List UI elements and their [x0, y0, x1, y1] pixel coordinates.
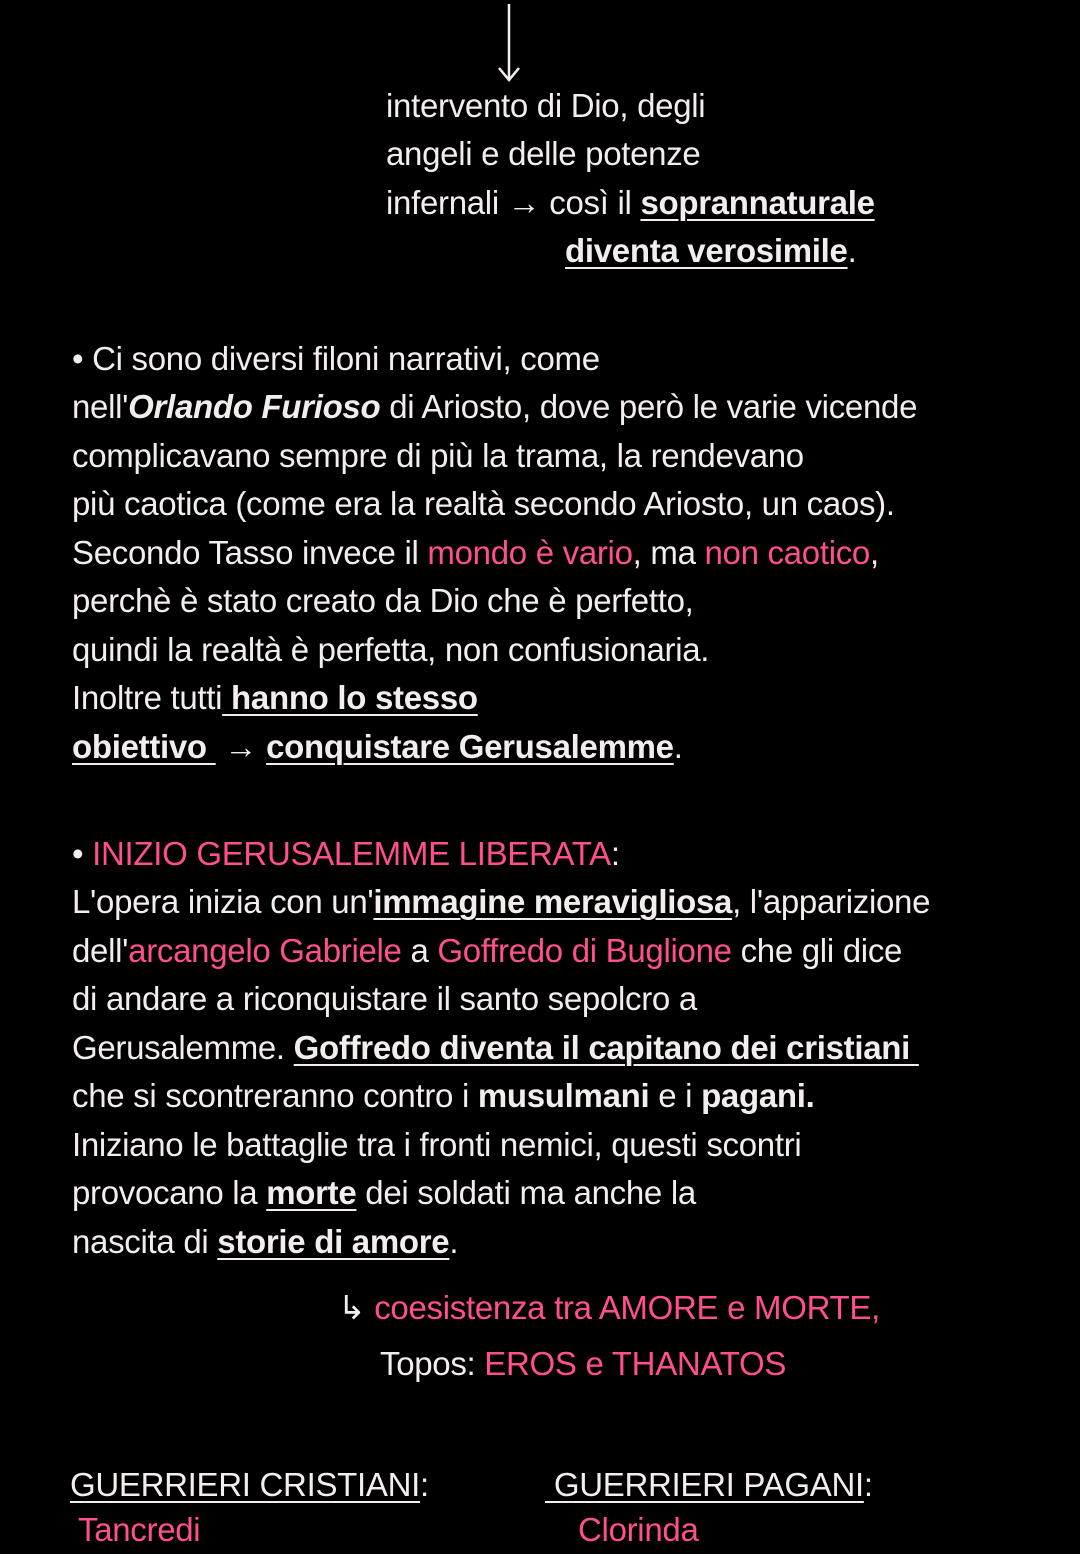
text-segment: nascita di	[72, 1223, 218, 1260]
text-segment: .	[673, 728, 683, 765]
underlined-bold-text: morte	[266, 1174, 357, 1211]
text-line	[338, 1284, 880, 1332]
highlighted-text: Clorinda	[578, 1511, 699, 1548]
text-line	[72, 723, 683, 771]
text-line	[72, 1072, 815, 1120]
text-line	[70, 1461, 429, 1509]
text-line	[72, 927, 902, 975]
text-segment: :	[420, 1466, 429, 1503]
text-segment: quindi la realtà è perfetta, non confusionaria.	[72, 631, 710, 668]
text-line	[72, 529, 879, 577]
text-segment: .	[847, 232, 857, 269]
text-line	[72, 1218, 458, 1266]
text-segment: •	[72, 835, 93, 872]
text-segment: intervento di Dio, degli	[386, 87, 706, 124]
text-segment: Secondo Tasso invece il	[72, 534, 428, 571]
text-line	[545, 1461, 873, 1509]
text-segment: che si scontreranno contro i	[72, 1077, 478, 1114]
section-heading: GUERRIERI PAGANI	[545, 1466, 864, 1503]
section-heading: GUERRIERI CRISTIANI	[70, 1466, 421, 1503]
text-line	[78, 1506, 200, 1554]
highlighted-text: coesistenza tra AMORE e MORTE,	[374, 1289, 880, 1326]
text-line	[72, 480, 895, 528]
text-segment: L'opera inizia con un'	[72, 883, 374, 920]
text-line	[386, 82, 705, 130]
text-segment: Inoltre tutti	[72, 679, 223, 716]
text-line	[386, 130, 701, 178]
text-line	[578, 1506, 699, 1554]
text-line	[72, 335, 600, 383]
text-segment: • Ci sono diversi filoni narrativi, come	[72, 340, 600, 377]
bold-text: musulmani	[477, 1077, 650, 1114]
highlighted-text: EROS e THANATOS	[484, 1345, 787, 1382]
text-line	[72, 878, 930, 926]
text-line	[72, 432, 804, 480]
text-line	[386, 179, 875, 227]
text-segment: complicavano sempre di più la trama, la rendevano	[72, 437, 804, 474]
text-segment: :	[863, 1466, 873, 1503]
text-segment: ↳	[338, 1289, 375, 1326]
text-segment: perchè è stato creato da Dio che è perfetto,	[72, 582, 694, 619]
underlined-bold-text: Goffredo diventa il capitano dei cristiani	[293, 1029, 919, 1066]
text-segment: Iniziano le battaglie tra i fronti nemici, questi scontri	[72, 1126, 802, 1163]
highlighted-text: mondo è vario	[427, 534, 633, 571]
text-segment: infernali → così il	[386, 184, 641, 221]
highlighted-text: Goffredo di Buglione	[437, 932, 732, 969]
text-segment: di Ariosto, dove però le varie vicende	[380, 388, 918, 425]
text-segment: di andare a riconquistare il santo sepolcro a	[72, 980, 697, 1017]
text-line	[72, 626, 709, 674]
underlined-bold-text: hanno lo stesso	[222, 679, 478, 716]
text-line	[72, 383, 917, 431]
down-arrow-icon	[496, 2, 522, 84]
text-segment: che gli dice	[731, 932, 903, 969]
text-segment: .	[449, 1223, 459, 1260]
text-segment: dei soldati ma anche la	[356, 1174, 696, 1211]
text-line	[380, 1340, 786, 1388]
underlined-bold-text: storie di amore	[217, 1223, 450, 1260]
text-segment: e i	[649, 1077, 702, 1114]
text-segment: Gerusalemme.	[72, 1029, 294, 1066]
text-segment: angeli e delle potenze	[386, 135, 701, 172]
text-line	[565, 227, 856, 275]
underlined-bold-text: immagine meravigliosa	[373, 883, 733, 920]
text-line	[72, 1024, 919, 1072]
text-segment: dell'	[72, 932, 129, 969]
text-segment: , l'apparizione	[732, 883, 931, 920]
text-segment: ,	[870, 534, 879, 571]
underlined-bold-text: obiettivo	[72, 728, 216, 765]
text-line	[72, 975, 697, 1023]
highlighted-text: INIZIO GERUSALEMME LIBERATA	[92, 835, 611, 872]
text-segment: , ma	[632, 534, 705, 571]
text-segment: a	[401, 932, 438, 969]
highlighted-text: non caotico	[704, 534, 870, 571]
text-line	[72, 1169, 696, 1217]
text-segment: →	[215, 728, 267, 765]
text-line	[72, 1121, 801, 1169]
text-segment: provocano la	[72, 1174, 267, 1211]
bold-text: pagani.	[701, 1077, 815, 1114]
highlighted-text: Tancredi	[78, 1511, 201, 1548]
highlighted-text: arcangelo Gabriele	[128, 932, 402, 969]
text-line	[72, 830, 620, 878]
underlined-bold-text: soprannaturale	[640, 184, 875, 221]
text-line	[72, 577, 694, 625]
text-segment: Topos:	[380, 1345, 485, 1382]
text-segment: nell'	[72, 388, 129, 425]
text-segment: :	[610, 835, 620, 872]
text-line	[72, 674, 478, 722]
underlined-bold-text: conquistare Gerusalemme	[266, 728, 674, 765]
italic-title: Orlando Furioso	[128, 388, 381, 425]
text-segment: più caotica (come era la realtà secondo Ariosto, un caos).	[72, 485, 895, 522]
underlined-bold-text: diventa verosimile	[565, 232, 848, 269]
